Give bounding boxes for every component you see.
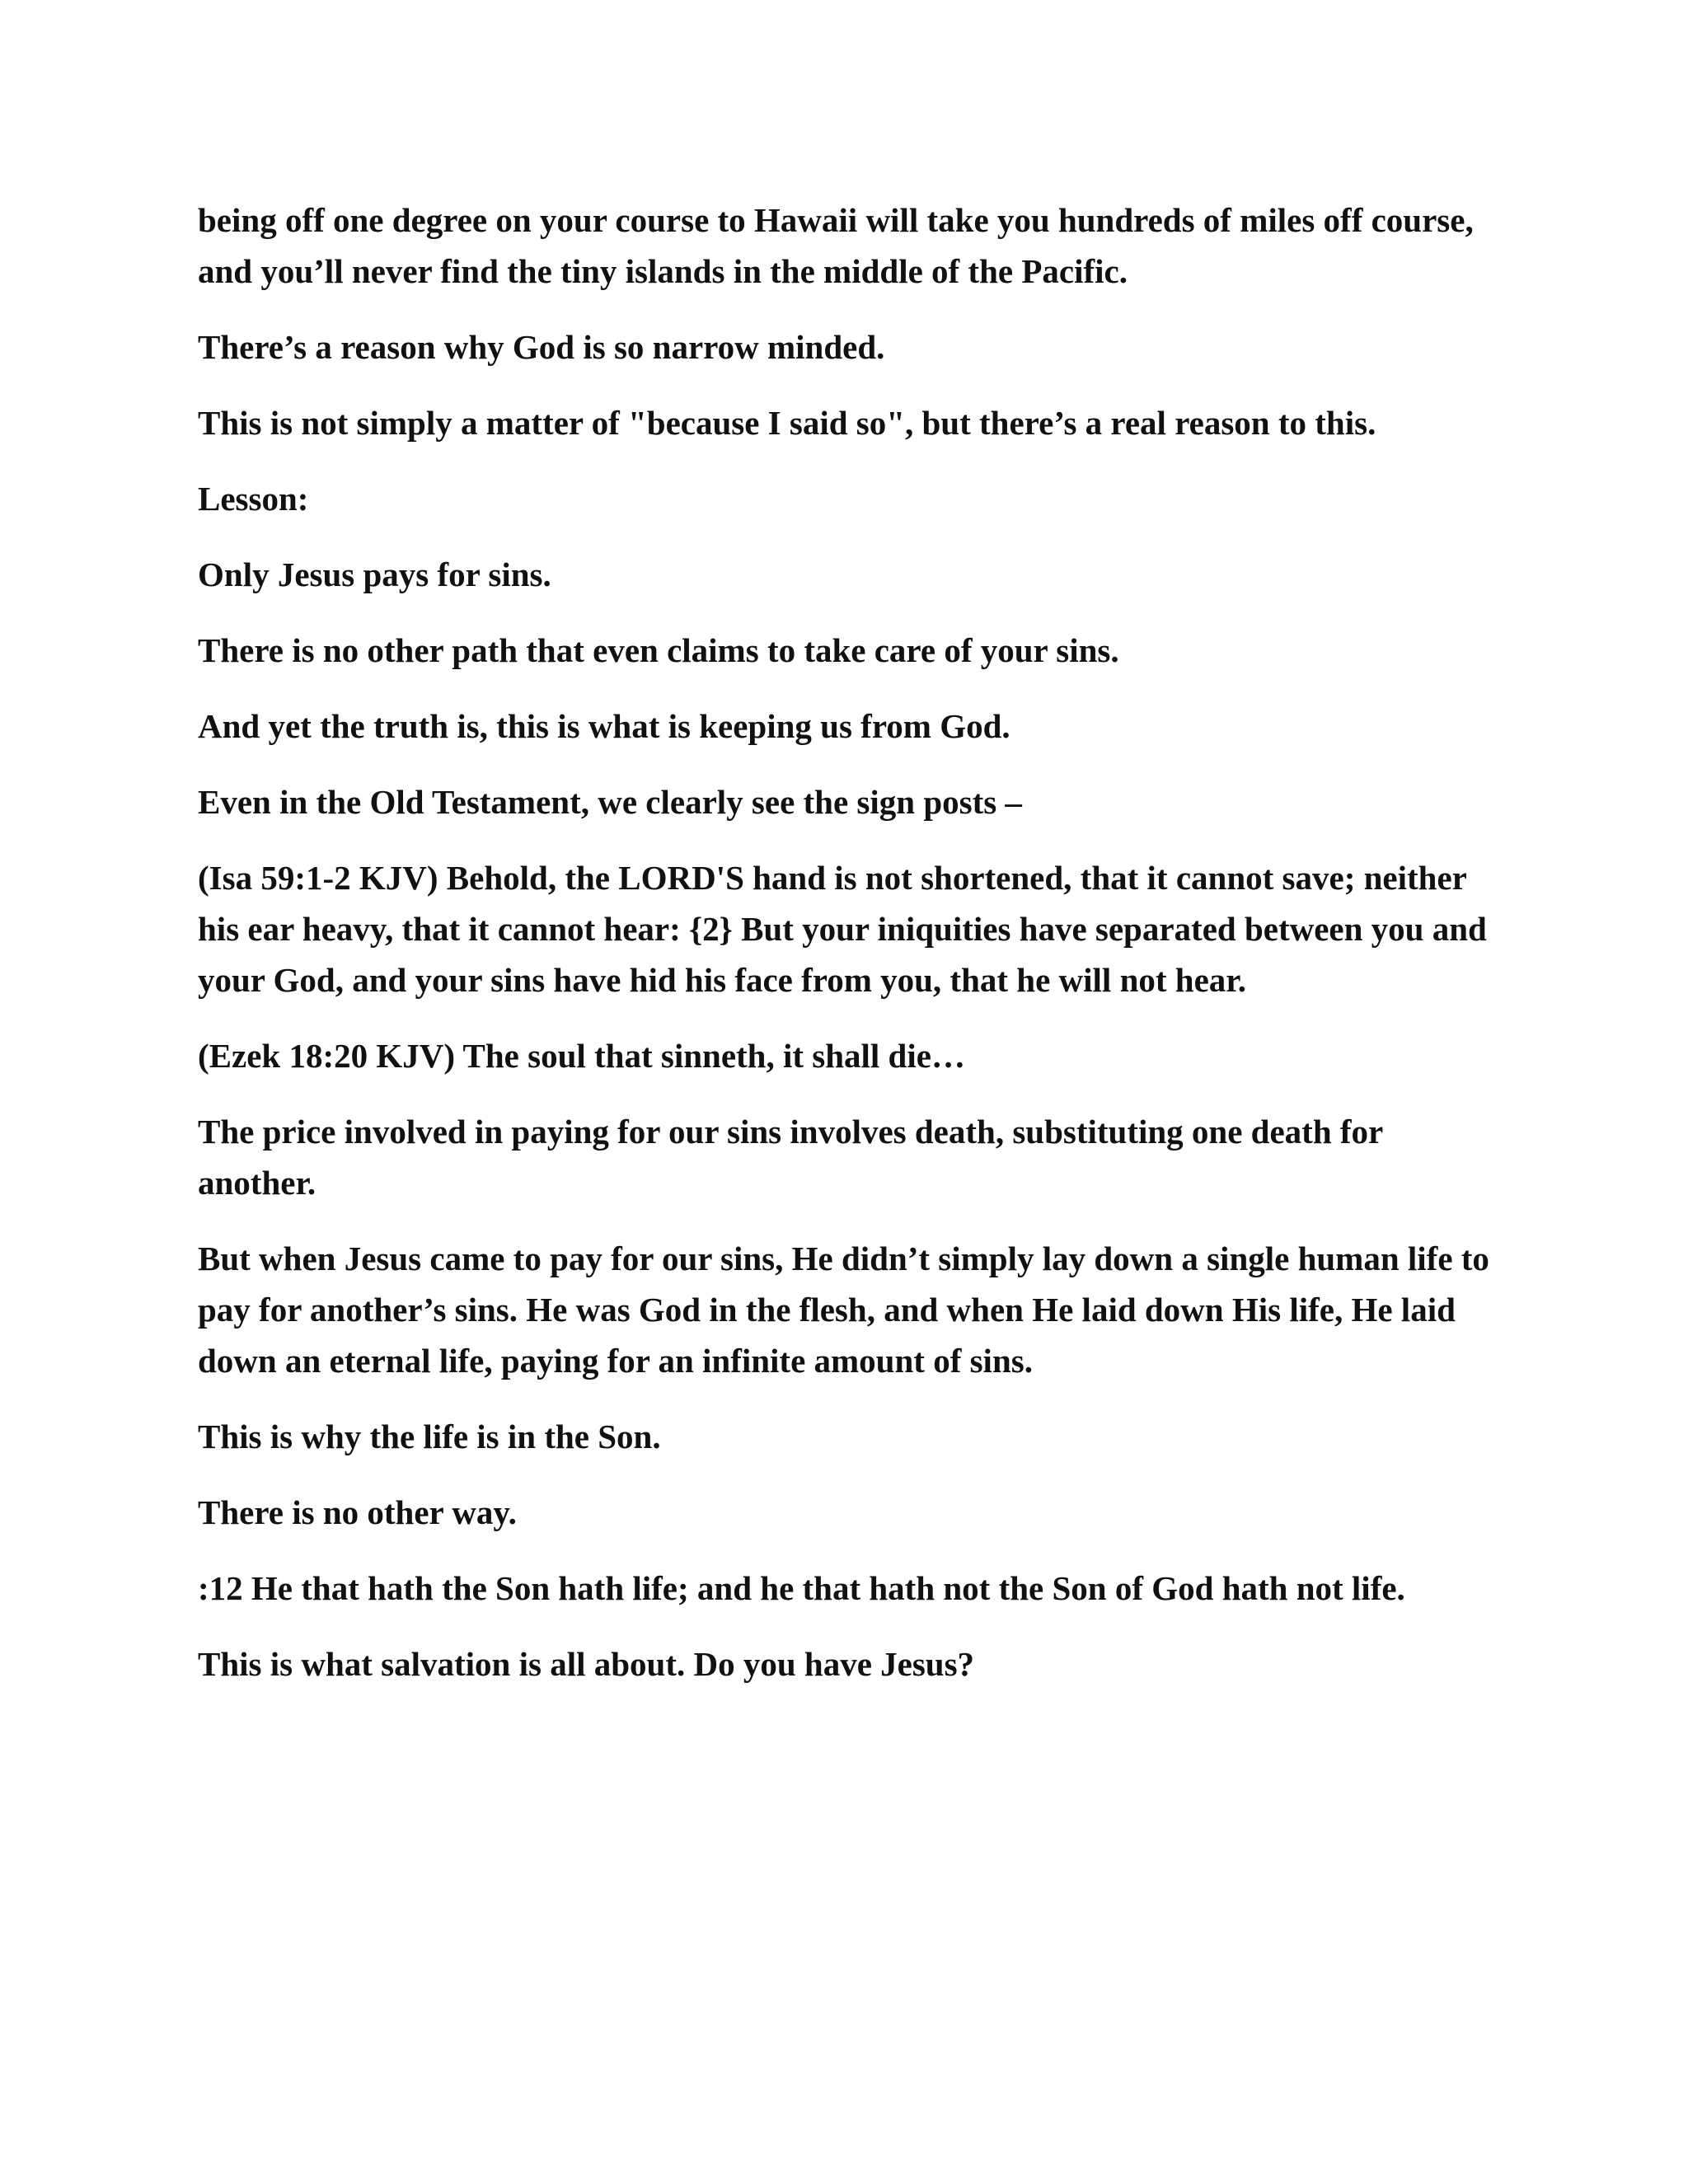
paragraph-salvation-question: This is what salvation is all about. Do you have Jesus? (198, 1645, 975, 1683)
paragraph-keeping-us: And yet the truth is, this is what is keeping us from God. (198, 707, 1010, 745)
paragraph-no-other-way: There is no other way. (198, 1493, 517, 1531)
scripture-ezekiel: (Ezek 18:20 KJV) The soul that sinneth, it shall die… (198, 1037, 965, 1075)
scripture-verse-12: :12 He that hath the Son hath life; and he that hath not the Son of God hath not life. (198, 1569, 1405, 1607)
paragraph-no-other-path: There is no other path that even claims to take care of your sins. (198, 631, 1119, 669)
paragraph-only-jesus: Only Jesus pays for sins. (198, 555, 551, 593)
paragraph-price: The price involved in paying for our sins involves death, substituting one death for another. (198, 1113, 1383, 1202)
paragraph-narrow-minded: There’s a reason why God is so narrow minded. (198, 328, 885, 366)
lesson-heading: Lesson: (198, 480, 309, 518)
scripture-isaiah: (Isa 59:1-2 KJV) Behold, the LORD'S hand is not shortened, that it cannot save; neither his ear heavy, that it cannot hear: {2} But your iniquities have separated between you and your God, and your sins have hid his face from you, that he will not hear. (198, 859, 1487, 999)
paragraph-life-in-son: This is why the life is in the Son. (198, 1418, 661, 1455)
paragraph-jesus-came: But when Jesus came to pay for our sins, He didn’t simply lay down a single human life to pay for another’s sins. He was God in the flesh, and when He laid down His life, He laid down an eternal life, paying for an infinite amount of sins. (198, 1240, 1489, 1380)
paragraph-continuation: being off one degree on your course to Hawaii will take you hundreds of miles off course, and you’ll never find the tiny islands in the middle of the Pacific. (198, 201, 1474, 290)
document-page (198, 194, 1500, 1714)
paragraph-old-testament: Even in the Old Testament, we clearly see the sign posts – (198, 783, 1022, 821)
paragraph-real-reason: This is not simply a matter of "because I said so", but there’s a real reason to this. (198, 404, 1376, 442)
